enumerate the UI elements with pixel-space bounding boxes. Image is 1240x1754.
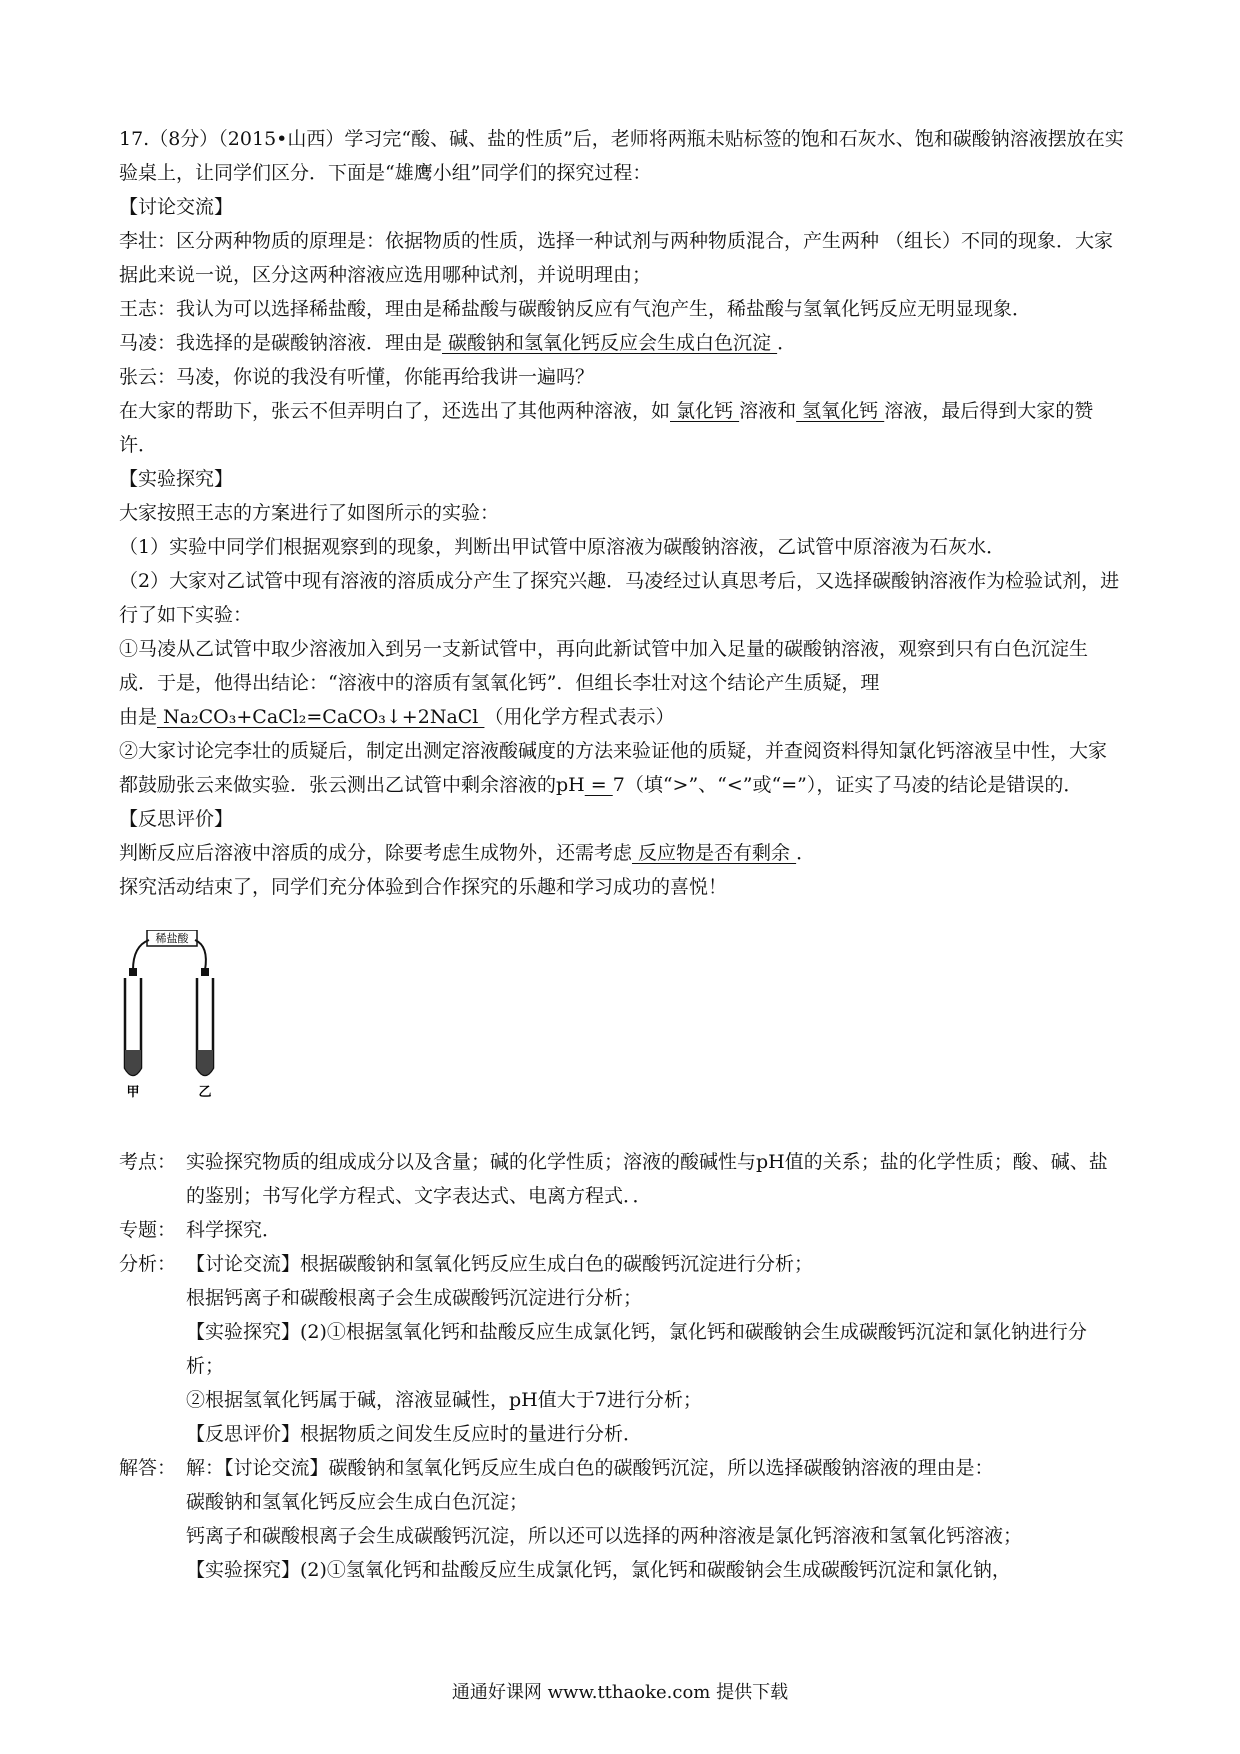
help-paragraph <box>119 394 1124 462</box>
jieda-label: 解答： <box>119 1457 177 1479</box>
fenxi-line-3: 【实验探究】(2)①根据氢氧化钙和盐酸反应生成氯化钙，氯化钙和碳酸钠会生成碳酸钙沉淀和氯化钠进行分析； <box>186 1321 1087 1377</box>
jieda-line-4: 【实验探究】(2)①氢氧化钙和盐酸反应生成氯化钙，氯化钙和碳酸钠会生成碳酸钙沉淀和氯化钠， <box>186 1559 1011 1581</box>
jieda-row <box>119 1451 1124 1587</box>
maling-answer: 碳酸钠和氢氧化钙反应会生成白色沉淀 <box>442 332 778 354</box>
equation-prefix: 由是 <box>119 706 158 728</box>
test-tube-figure <box>119 930 229 1100</box>
zhuanti-text: 科学探究． <box>186 1219 282 1241</box>
jieda-line-1: 解：【讨论交流】碳酸钠和氢氧化钙反应生成白色的碳酸钙沉淀，所以选择碳酸钠溶液的理由是： <box>186 1457 994 1479</box>
kaodian-text: 实验探究物质的组成成分以及含量；碱的化学性质；溶液的酸碱性与pH值的关系；盐的化学性质；酸、碱、盐的鉴别；书写化学方程式、文字表达式、电离方程式．． <box>186 1151 1108 1207</box>
section-experiment-heading: 【实验探究】 <box>119 468 234 490</box>
wangzhi-paragraph: 王志：我认为可以选择稀盐酸，理由是稀盐酸与碳酸钠反应有气泡产生，稀盐酸与氢氧化钙反应无明显现象． <box>119 298 1032 320</box>
help-answer-2: 氢氧化钙 <box>796 400 885 422</box>
section-discussion-heading: 【讨论交流】 <box>119 196 234 218</box>
dropper-tip-right <box>201 968 209 976</box>
question-block <box>119 122 1124 904</box>
fenxi-line-1: 【讨论交流】根据碳酸钠和氢氧化钙反应生成白色的碳酸钙沉淀进行分析； <box>186 1253 814 1275</box>
fenxi-line-2: 根据钙离子和碳酸根离子会生成碳酸钙沉淀进行分析； <box>186 1287 643 1309</box>
maling-prefix: 马凌：我选择的是碳酸钠溶液．理由是 <box>119 332 443 354</box>
equation-suffix: （用化学方程式表示） <box>484 706 675 728</box>
ph-prefix: ②大家讨论完李壮的质疑后，制定出测定溶液酸碱度的方法来验证他的质疑，并查阅资料得知氯化钙溶液呈中性，大家都鼓励张云来做实验．张云测出乙试管中剩余溶液的pH <box>119 740 1108 796</box>
fenxi-line-4: ②根据氢氧化钙属于碱，溶液显碱性，pH值大于7进行分析； <box>186 1389 702 1411</box>
experiment-item-2: （2）大家对乙试管中现有溶液的溶质成分产生了探究兴趣．马凌经过认真思考后，又选择碳酸钠溶液作为检验试剂，进行了如下实验： <box>119 570 1120 626</box>
tube-b-liquid <box>197 1050 213 1075</box>
dropper-tip-left <box>129 968 137 976</box>
experiment-item-2-1-equation-line <box>119 700 1124 734</box>
jieda-line-3: 钙离子和碳酸根离子会生成碳酸钙沉淀，所以还可以选择的两种溶液是氯化钙溶液和氢氧化钙溶液； <box>186 1525 1023 1547</box>
question-intro: 17.（8分）（2015•山西）学习完“酸、碱、盐的性质”后，老师将两瓶未贴标签的饱和石灰水、饱和碳酸钠溶液摆放在实验桌上，让同学们区分．下面是“雄鹰小组”同学们的探究过程： <box>119 128 1124 184</box>
reagent-label: 稀盐酸 <box>155 932 189 945</box>
help-prefix: 在大家的帮助下，张云不但弄明白了，还选出了其他两种溶液，如 <box>119 400 671 422</box>
tube-a-liquid <box>125 1050 141 1075</box>
help-suffix: 溶液，最后得到大家的赞许． <box>119 400 1094 456</box>
ending-paragraph: 探究活动结束了，同学们充分体验到合作探究的乐趣和学习成功的喜悦！ <box>119 876 728 898</box>
equation-answer: Na₂CO₃+CaCl₂=CaCO₃↓+2NaCl <box>157 706 485 728</box>
answer-meta-block <box>119 1145 1124 1587</box>
experiment-item-2-2 <box>119 734 1124 802</box>
maling-suffix: ． <box>777 332 797 354</box>
zhuanti-row <box>119 1213 1124 1247</box>
experiment-item-1: （1）实验中同学们根据观察到的现象，判断出甲试管中原溶液为碳酸钠溶液，乙试管中原溶液为石灰水． <box>119 536 1006 558</box>
tube-b-label: 乙 <box>198 1085 212 1100</box>
fenxi-label: 分析： <box>119 1253 177 1275</box>
jieda-line-2: 碳酸钠和氢氧化钙反应会生成白色沉淀； <box>186 1491 529 1513</box>
zhangyun-paragraph: 张云：马凌，你说的我没有听懂，你能再给我讲一遍吗？ <box>119 366 595 388</box>
ph-answer: = <box>584 774 613 796</box>
fenxi-line-5: 【反思评价】根据物质之间发生反应时的量进行分析． <box>186 1423 643 1445</box>
reflection-suffix: ． <box>796 842 816 864</box>
help-mid: 溶液和 <box>739 400 797 422</box>
zhuanti-label: 专题： <box>119 1219 177 1241</box>
help-answer-1: 氯化钙 <box>670 400 740 422</box>
reflection-answer: 反应物是否有剩余 <box>632 842 797 864</box>
kaodian-label: 考点： <box>119 1151 177 1173</box>
tube-a-label: 甲 <box>126 1085 140 1100</box>
maling-paragraph <box>119 326 1124 360</box>
experiment-intro: 大家按照王志的方案进行了如图所示的实验： <box>119 502 500 524</box>
reflection-prefix: 判断反应后溶液中溶质的成分，除要考虑生成物外，还需考虑 <box>119 842 633 864</box>
test-tubes-diagram <box>119 930 229 1100</box>
page-footer: 通通好课网 www.tthaoke.com 提供下载 <box>451 1682 789 1703</box>
ph-suffix: 7（填“>”、“<”或“=”），证实了马凌的结论是错误的． <box>612 774 1083 796</box>
fenxi-row <box>119 1247 1124 1451</box>
kaodian-row <box>119 1145 1124 1213</box>
section-reflection-heading: 【反思评价】 <box>119 808 234 830</box>
experiment-item-2-1: ①马凌从乙试管中取少溶液加入到另一支新试管中，再向此新试管中加入足量的碳酸钠溶液，观察到只有白色沉淀生成．于是，他得出结论：“溶液中的溶质有氢氧化钙”．但组长李壮对这个结论产生质疑，理 <box>119 638 1089 694</box>
lizhuang-paragraph: 李壮：区分两种物质的原理是：依据物质的性质，选择一种试剂与两种物质混合，产生两种 （组长）不同的现象．大家据此来说一说，区分这两种溶液应选用哪种试剂，并说明理由； <box>119 230 1114 286</box>
reflection-paragraph <box>119 836 1124 870</box>
